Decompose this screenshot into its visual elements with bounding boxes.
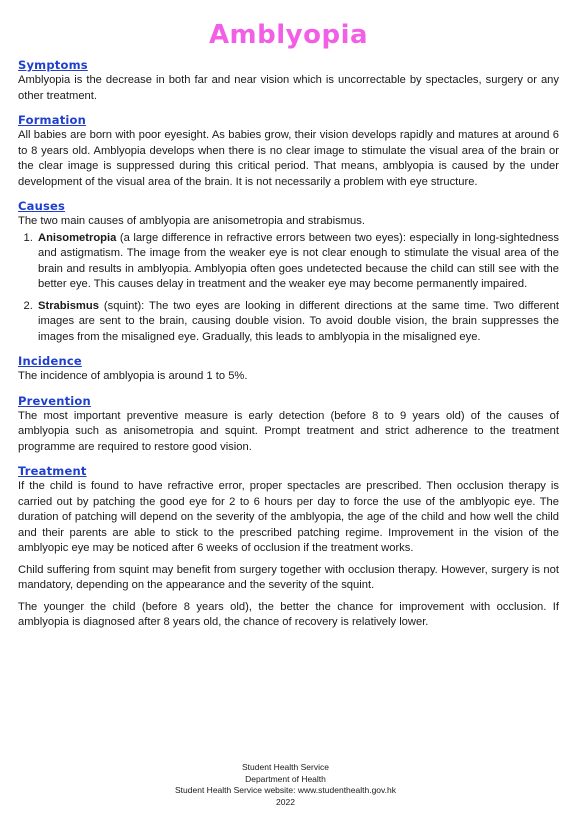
treatment-text-1: If the child is found to have refractive error, proper spectacles are prescribed. Then occlusion therapy is carried out by patching the good eye for 2 to 6 hours per day to force the use of the amblyopic eye. The duration of patching will depend on the severity of the amblyopia, the age of the child and how well the child and their parents are able to stick to the prescribed patching regime. Improvement in the vision of the amblyopic eye may be noticed after 6 weeks of occlusion if the treatment works. <box>18 480 559 554</box>
heading-prevention: Prevention <box>18 393 91 408</box>
formation-text: All babies are born with poor eyesight. As babies grow, their vision develops rapidly and matures at around 6 to 8 years old. Amblyopia develops when there is no clear image to stimulate the visual area of the brain or the clear image is suppressed during this critical period. That means, amblyopia is caused by the under development of the visual area of the brain. It is not necessarily a problem with eye structure. <box>18 129 559 188</box>
list-item <box>36 299 559 346</box>
causes-list <box>18 231 559 346</box>
heading-symptoms: Symptoms <box>18 58 88 72</box>
cause-text: (a large difference in refractive errors between two eyes): especially in long-sightedness and astigmatism. The image from the weaker eye is not clear enough to stimulate the visual area of the brain and results in amblyopia. Amblyopia often goes undetected because the child can still see with the better eye. This causes delay in treatment and the weaker eye may become permanently impaired. <box>38 231 559 290</box>
section-formation <box>18 113 559 190</box>
section-incidence <box>18 354 559 385</box>
footer-website: Student Health Service website: www.studenthealth.gov.hk <box>175 785 396 795</box>
footer-department: Department of Health <box>245 773 326 784</box>
footer <box>0 762 571 808</box>
footer-organization: Student Health Service <box>242 762 329 772</box>
section-treatment <box>18 464 559 631</box>
treatment-text-3: The younger the child (before 8 years old), the better the chance for improvement with occlusion. If amblyopia is diagnosed after 8 years old, the chance of recovery is relatively lower. <box>18 600 559 628</box>
symptoms-text: Amblyopia is the decrease in both far and near vision which is uncorrectable by spectacles, surgery or any other treatment. <box>18 74 559 102</box>
prevention-text: The most important preventive measure is early detection (before 8 to 9 years old) of the causes of amblyopia such as anisometropia and squint. Prompt treatment and strict adherence to the treatment programme are required to restore good vision. <box>18 409 559 453</box>
cause-term: Strabismus <box>38 299 99 312</box>
section-causes <box>18 199 559 345</box>
list-item <box>36 231 559 293</box>
heading-formation: Formation <box>18 113 87 127</box>
heading-causes: Causes <box>18 199 66 213</box>
heading-incidence: Incidence <box>18 354 82 368</box>
cause-term: Anisometropia <box>38 231 117 244</box>
footer-year: 2022 <box>276 796 295 807</box>
page-title: Amblyopia <box>208 20 369 50</box>
heading-treatment: Treatment <box>18 464 87 478</box>
incidence-text: The incidence of amblyopia is around 1 to 5%. <box>18 370 248 382</box>
section-symptoms <box>18 58 559 104</box>
cause-text: (squint): The two eyes are looking in different directions at the same time. Two different images are sent to the brain, causing double vision. To avoid double vision, the brain suppresses the images from the misaligned eye. Gradually, this leads to amblyopia in the misaligned eye. <box>38 299 559 343</box>
causes-intro: The two main causes of amblyopia are anisometropia and strabismus. <box>18 215 365 227</box>
section-prevention <box>18 394 559 456</box>
treatment-text-2: Child suffering from squint may benefit from surgery together with occlusion therapy. However, surgery is not mandatory, depending on the appearance and the severity of the squint. <box>18 563 559 591</box>
